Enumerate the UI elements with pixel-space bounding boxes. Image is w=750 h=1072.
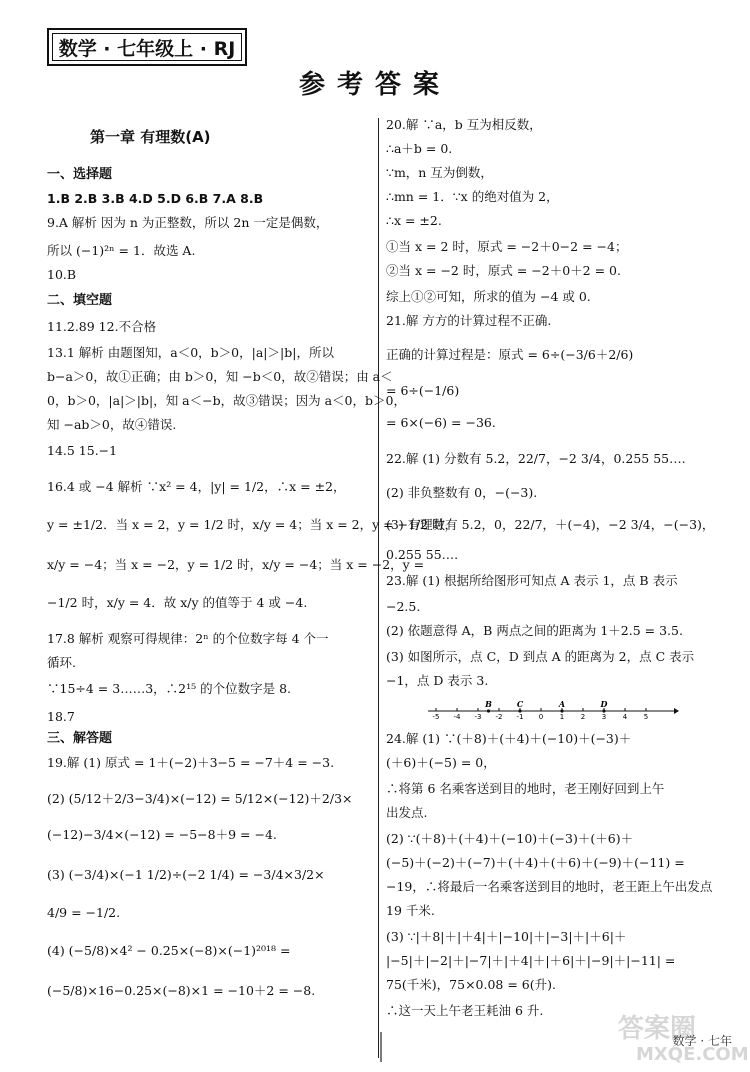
right-line: ∴a＋b = 0. [386,141,453,156]
right-line: = 6÷(−1/6) [386,383,460,398]
right-line: (3) ∵|＋8|＋|＋4|＋|−10|＋|−3|＋|＋6|＋ [386,929,627,944]
left-line: 18.7 [47,709,75,724]
right-line: (2) 依题意得 A，B 两点之间的距离为 1＋2.5 = 3.5. [386,623,683,638]
right-line: ②当 x = −2 时，原式 = −2＋0＋2 = 0. [386,263,621,278]
number-line-tick-label: 3 [601,713,607,720]
page-footer-label: 数学 · 七年 [672,1034,732,1048]
left-line: 10.B [47,267,77,282]
number-line-tick-label: 2 [580,713,586,720]
left-line: (4) (−5/8)×4² − 0.25×(−8)×(−1)²⁰¹⁸ = [47,943,291,958]
number-line-tick-label: -4 [453,713,461,720]
left-line: 所以 (−1)²ⁿ = 1．故选 A. [47,243,196,258]
number-line [424,700,679,720]
left-line: (−5/8)×16−0.25×(−8)×1 = −10＋2 = −8. [47,983,316,998]
left-line: b−a＞0，故①正确；由 b＞0，知 −b＜0，故②错误；由 a＜ [47,369,393,384]
right-line: ∵m，n 互为倒数， [386,165,493,180]
right-line: ①当 x = 2 时，原式 = −2＋0−2 = −4； [386,239,628,254]
left-line: 一、选择题 [47,167,113,182]
number-line-arrow [674,708,679,714]
left-line: ∵15÷4 = 3……3，∴2¹⁵ 的个位数字是 8. [47,681,292,696]
left-line: 14.5 15.−1 [47,443,118,458]
left-line: 第一章 有理数(A) [90,128,211,146]
header-box [47,28,247,66]
number-line-point [518,709,521,712]
left-line: y = ±1/2．当 x = 2，y = 1/2 时，x/y = 4；当 x = 2，y = −1/2 时， [47,517,458,532]
number-line-point [487,709,490,712]
number-line-point-label: B [485,700,492,709]
number-line-point-label: C [516,700,524,709]
number-line-tick-label: 1 [559,713,565,720]
right-line: 19 千米. [386,903,435,918]
left-line: 16.4 或 −4 解析 ∵x² = 4，|y| = 1/2，∴x = ±2， [47,479,346,494]
number-line-tick-label: -1 [516,713,524,720]
left-line: 循环. [47,655,76,670]
binding-mark [378,1032,384,1062]
right-line: ∴这一天上午老王耗油 6 升. [386,1003,544,1018]
left-line: 13.1 解析 由题图知，a＜0，b＞0，|a|＞|b|，所以 [47,345,334,360]
number-line-tick-label: -3 [474,713,482,720]
number-line-tick-label: 0 [538,713,544,720]
left-line: −1/2 时，x/y = 4．故 x/y 的值等于 4 或 −4. [47,595,308,610]
right-line: −2.5. [386,599,421,614]
left-line: 17.8 解析 观察可得规律：2ⁿ 的个位数字每 4 个一 [47,631,329,646]
number-line-tick-label: 4 [622,713,628,720]
left-line: (3) (−3/4)×(−1 1/2)÷(−2 1/4) = −3/4×3/2× [47,867,325,882]
number-line-point [560,709,563,712]
number-line-point [602,709,605,712]
left-line: (−12)−3/4×(−12) = −5−8＋9 = −4. [47,827,277,842]
watermark: 答案圈 [618,1014,697,1044]
number-line-tick-label: -5 [432,713,440,720]
right-line: (2) 非负整数有 0，−(−3). [386,485,538,500]
left-line: 19.解 (1) 原式 = 1＋(−2)＋3−5 = −7＋4 = −3. [47,755,335,770]
right-line: |−5|＋|−2|＋|−7|＋|＋4|＋|＋6|＋|−9|＋|−11| = [386,953,676,968]
left-line: 0，b＞0，|a|＞|b|，知 a＜−b，故③错误；因为 a＜0，b＞0， [47,393,406,408]
right-line: ∴mn = 1．∵x 的绝对值为 2， [386,189,559,204]
right-line: 综上①②可知，所求的值为 −4 或 0. [386,289,591,304]
left-line: 9.A 解析 因为 n 为正整数，所以 2n 一定是偶数， [47,215,329,230]
left-line: 11.2.89 12.不合格 [47,319,157,334]
right-line: −1，点 D 表示 3. [386,673,489,688]
number-line-tick-label: -2 [495,713,503,720]
number-line-tick-label: 5 [643,713,649,720]
right-line: (2) ∵(＋8)＋(＋4)＋(−10)＋(−3)＋(＋6)＋ [386,831,634,846]
right-line: 23.解 (1) 根据所给图形可知点 A 表示 1，点 B 表示 [386,573,678,588]
left-line: x/y = −4；当 x = −2，y = 1/2 时，x/y = −4；当 x = −2，y = [47,557,425,572]
watermark-url: MXQE.COM [636,1044,749,1065]
right-line: (3) 如图所示，点 C，D 到点 A 的距离为 2，点 C 表示 [386,649,695,664]
left-line: 知 −ab＞0，故④错误. [47,417,177,432]
header-label: 数学 · 七年级上 · RJ [52,33,242,61]
right-line: (−5)＋(−2)＋(−7)＋(＋4)＋(＋6)＋(−9)＋(−11) = [386,855,685,870]
right-line: 20.解 ∵a，b 互为相反数， [386,117,542,132]
right-line: 出发点. [386,805,428,820]
right-line: ∴将第 6 名乘客送到目的地时，老王刚好回到上午 [386,781,665,796]
right-line: ∴x = ±2. [386,213,442,228]
number-line-point-label: A [558,700,566,709]
left-line: 二、填空题 [47,293,113,308]
number-line-point-label: D [600,700,608,709]
right-line: = 6×(−6) = −36. [386,415,496,430]
right-line: (3) 有理数有 5.2，0，22/7，＋(−4)，−2 3/4，−(−3)， [386,517,715,532]
left-line: 三、解答题 [47,731,113,746]
right-line: 正确的计算过程是：原式 = 6÷(−3/6＋2/6) [386,347,634,362]
left-line: 4/9 = −1/2. [47,905,121,920]
right-line: 22.解 (1) 分数有 5.2，22/7，−2 3/4，0.255 55…. [386,451,686,466]
right-line: 75(千米)，75×0.08 = 6(升). [386,977,556,992]
column-divider [378,118,379,1058]
right-line: 21.解 方方的计算过程不正确. [386,313,552,328]
page-title: 参考答案 [298,70,451,100]
right-line: 24.解 (1) ∵(＋8)＋(＋4)＋(−10)＋(−3)＋ [386,731,632,746]
right-line: 0.255 55…. [386,547,459,562]
right-line: −19，∴将最后一名乘客送到目的地时，老王距上午出发点 [386,879,713,894]
right-line: (＋6)＋(−5) = 0， [386,755,496,770]
left-line: (2) (5/12＋2/3−3/4)×(−12) = 5/12×(−12)＋2/3× [47,791,353,806]
left-line: 1.B 2.B 3.B 4.D 5.D 6.B 7.A 8.B [47,191,264,206]
